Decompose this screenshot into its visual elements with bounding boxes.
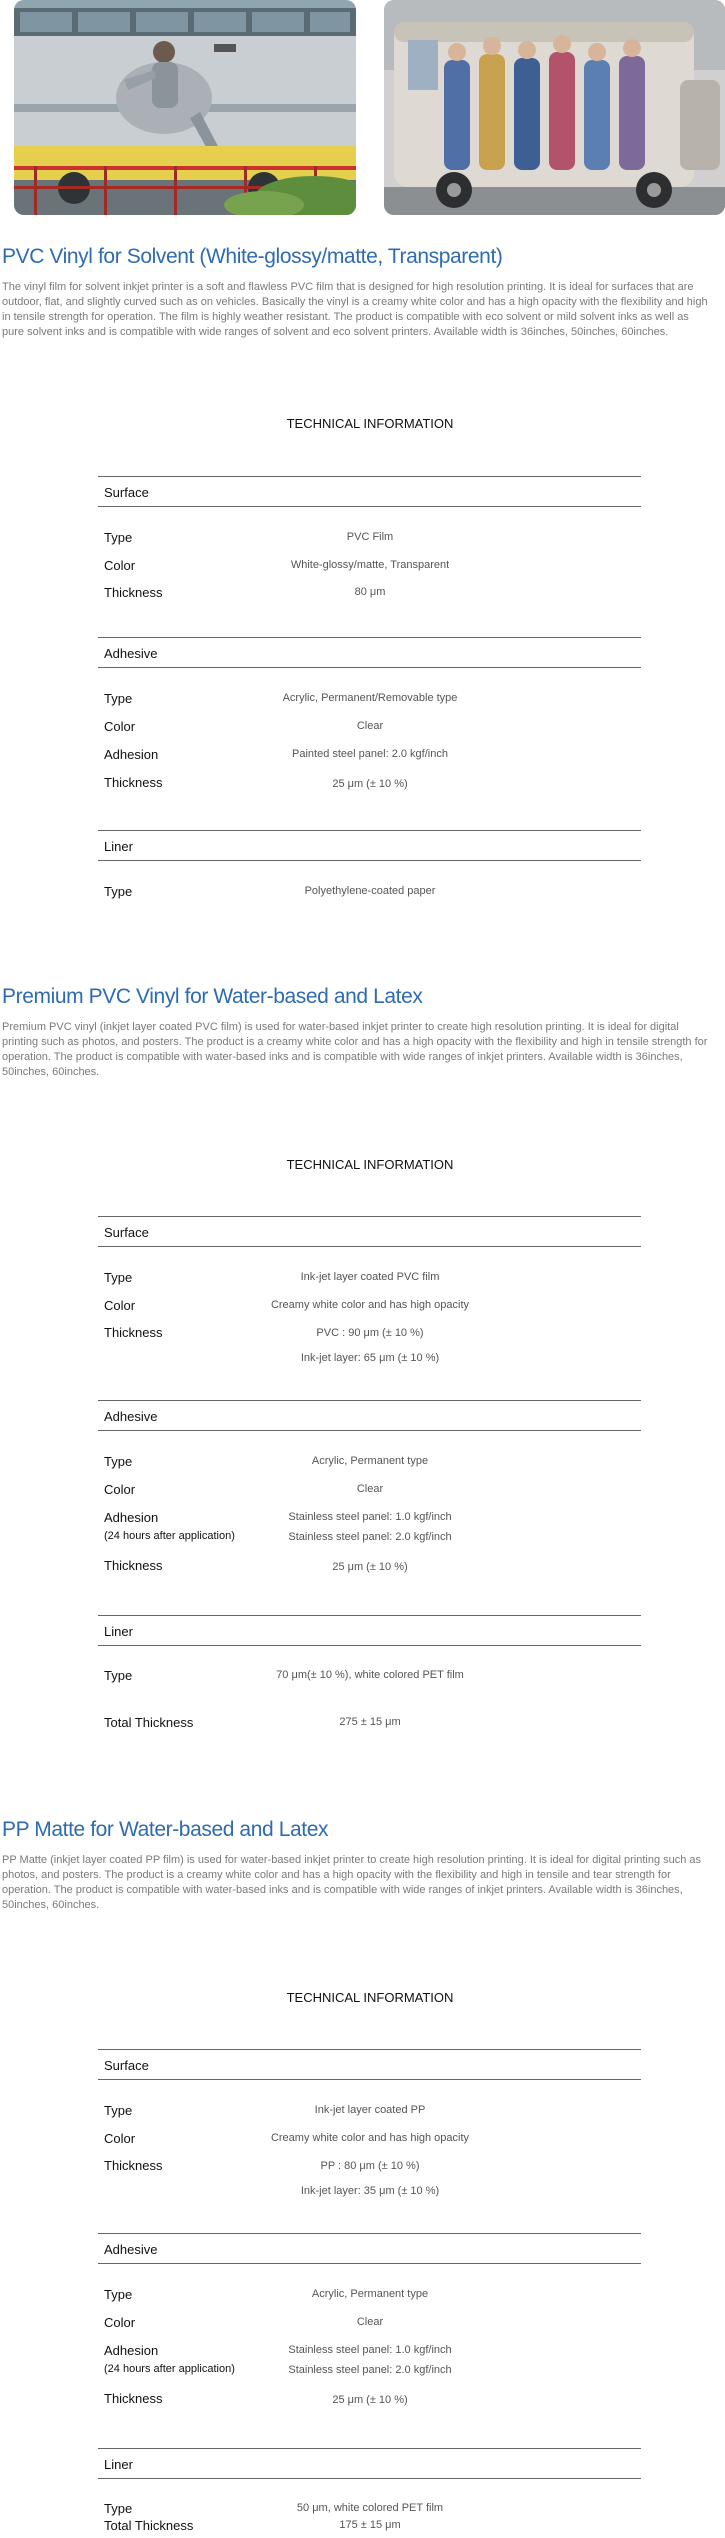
- spec-value: Acrylic, Permanent type: [311, 2288, 429, 2300]
- group-liner: [98, 830, 641, 861]
- spec-label: Type: [104, 1270, 133, 1285]
- tech-info-title: TECHNICAL INFORMATION: [286, 1157, 454, 1172]
- spec-label: Adhesion: [104, 747, 159, 762]
- section-title: Premium PVC Vinyl for Water-based and Latex: [2, 985, 423, 1008]
- spec-value: Stainless steel panel: 2.0 kgf/inch: [288, 2364, 452, 2376]
- spec-label: Adhesion: [104, 2343, 159, 2358]
- spec-sublabel: (24 hours after application): [104, 2363, 235, 2375]
- spec-label: Type: [104, 2103, 133, 2118]
- spec-value: 50 μm, white colored PET film: [296, 2502, 444, 2514]
- group-adhesive: [98, 637, 641, 668]
- spec-value: White-glossy/matte, Transparent: [290, 559, 450, 571]
- bus-photo: [14, 0, 356, 215]
- spec-label: Type: [104, 1454, 133, 1469]
- spec-label: Type: [104, 2501, 133, 2516]
- spec-value: Polyethylene-coated paper: [304, 885, 436, 897]
- spec-value: Clear: [356, 2316, 384, 2328]
- spec-label: Thickness: [104, 585, 163, 600]
- spec-label: Adhesion: [104, 1510, 159, 1525]
- spec-value: Creamy white color and has high opacity: [270, 2132, 470, 2144]
- total-thickness-value: 175 ± 15 μm: [339, 2519, 401, 2531]
- spec-value: 25 μm (± 10 %): [332, 2394, 408, 2406]
- group-label: Adhesive: [104, 2242, 158, 2257]
- spec-label: Thickness: [104, 2391, 163, 2406]
- spec-label: Color: [104, 719, 136, 734]
- tech-info-title: TECHNICAL INFORMATION: [286, 1990, 454, 2005]
- group-label: Liner: [104, 1624, 133, 1639]
- spec-label: Color: [104, 2131, 136, 2146]
- spec-value: Clear: [356, 720, 384, 732]
- spec-value: PVC : 90 μm (± 10 %): [316, 1327, 424, 1339]
- spec-value: Painted steel panel: 2.0 kgf/inch: [292, 748, 448, 760]
- spec-value: PP : 80 μm (± 10 %): [320, 2160, 420, 2172]
- van-photo: [384, 0, 725, 215]
- spec-label: Color: [104, 558, 136, 573]
- spec-value: Ink-jet layer coated PP: [314, 2104, 426, 2116]
- spec-value: PVC Film: [346, 531, 394, 543]
- spec-label: Type: [104, 2287, 133, 2302]
- group-surface: [98, 1216, 641, 1247]
- group-liner: [98, 2448, 641, 2479]
- tech-info-title: TECHNICAL INFORMATION: [286, 416, 454, 431]
- spec-value: Stainless steel panel: 2.0 kgf/inch: [288, 1531, 452, 1543]
- group-label: Adhesive: [104, 1409, 158, 1424]
- spec-label: Type: [104, 1668, 133, 1683]
- group-adhesive: [98, 2233, 641, 2264]
- spec-value: 80 μm: [354, 586, 386, 598]
- spec-value: Ink-jet layer: 35 μm (± 10 %): [300, 2185, 440, 2197]
- total-thickness-label: Total Thickness: [104, 2518, 194, 2533]
- group-surface: [98, 476, 641, 507]
- group-label: Surface: [104, 485, 149, 500]
- spec-value: Creamy white color and has high opacity: [270, 1299, 470, 1311]
- spec-label: Type: [104, 530, 133, 545]
- group-label: Adhesive: [104, 646, 158, 661]
- spec-label: Type: [104, 691, 133, 706]
- spec-label: Type: [104, 884, 133, 899]
- spec-value: Ink-jet layer: 65 μm (± 10 %): [300, 1352, 440, 1364]
- spec-label: Color: [104, 2315, 136, 2330]
- spec-label: Color: [104, 1298, 136, 1313]
- group-label: Surface: [104, 1225, 149, 1240]
- spec-value: Clear: [356, 1483, 384, 1495]
- spec-sublabel: (24 hours after application): [104, 1530, 235, 1542]
- group-label: Liner: [104, 839, 133, 854]
- spec-value: Stainless steel panel: 1.0 kgf/inch: [288, 1511, 452, 1523]
- spec-label: Color: [104, 1482, 136, 1497]
- spec-label: Thickness: [104, 1558, 163, 1573]
- total-thickness-value: 275 ± 15 μm: [339, 1716, 401, 1728]
- spec-label: Thickness: [104, 775, 163, 790]
- spec-label: Thickness: [104, 2158, 163, 2173]
- spec-value: Ink-jet layer coated PVC film: [300, 1271, 440, 1283]
- group-liner: [98, 1615, 641, 1646]
- group-label: Liner: [104, 2457, 133, 2472]
- section-title: PVC Vinyl for Solvent (White-glossy/matte, Transparent): [2, 245, 503, 268]
- total-thickness-label: Total Thickness: [104, 1715, 194, 1730]
- spec-value: 70 μm(± 10 %), white colored PET film: [276, 1669, 464, 1681]
- group-adhesive: [98, 1400, 641, 1431]
- spec-value: Acrylic, Permanent/Removable type: [282, 692, 458, 704]
- group-label: Surface: [104, 2058, 149, 2073]
- spec-value: Acrylic, Permanent type: [311, 1455, 429, 1467]
- section-description: The vinyl film for solvent inkjet printer is a soft and flawless PVC film that is designed for high resolution printing. It is ideal for surfaces that are outdoor, flat, and slightly curved such as on vehicles. Basically the vinyl is a creamy white color and has a high opacity with the flexibility and high in tensile strength for operation. The film is highly weather resistant. The product is compatible with eco solvent or mild solvent inks as well as pure solvent inks and is compatible with wide ranges of solvent and eco solvent printers. Available width is 36inches, 50inches, 60inches.: [2, 281, 708, 338]
- section-description: Premium PVC vinyl (inkjet layer coated PVC film) is used for water-based inkjet printer to create high resolution printing. It is ideal for digital printing such as photos, and posters. The product is a creamy white color and has a high opacity with the flexibility and high in tensile strength for operation. The product is compatible with water-based inks and is compatible with wide ranges of inkjet printers. Available width is 36inches, 50inches, 60inches.: [2, 1021, 708, 1078]
- spec-value: 25 μm (± 10 %): [332, 1561, 408, 1573]
- spec-label: Thickness: [104, 1325, 163, 1340]
- spec-value: Stainless steel panel: 1.0 kgf/inch: [288, 2344, 452, 2356]
- section-title: PP Matte for Water-based and Latex: [2, 1818, 329, 1841]
- section-description: PP Matte (inkjet layer coated PP film) is used for water-based inkjet printer to create high resolution printing. It is ideal for digital printing such as photos, and posters. The product is a creamy white color and has a high opacity with the flexibility and high in tensile and tear strength for operation. The product is compatible with water-based inks and is compatible with wide ranges of inkjet printers. Available width is 36inches, 50inches, 60inches.: [2, 1854, 702, 1911]
- group-surface: [98, 2049, 641, 2080]
- spec-value: 25 μm (± 10 %): [332, 778, 408, 790]
